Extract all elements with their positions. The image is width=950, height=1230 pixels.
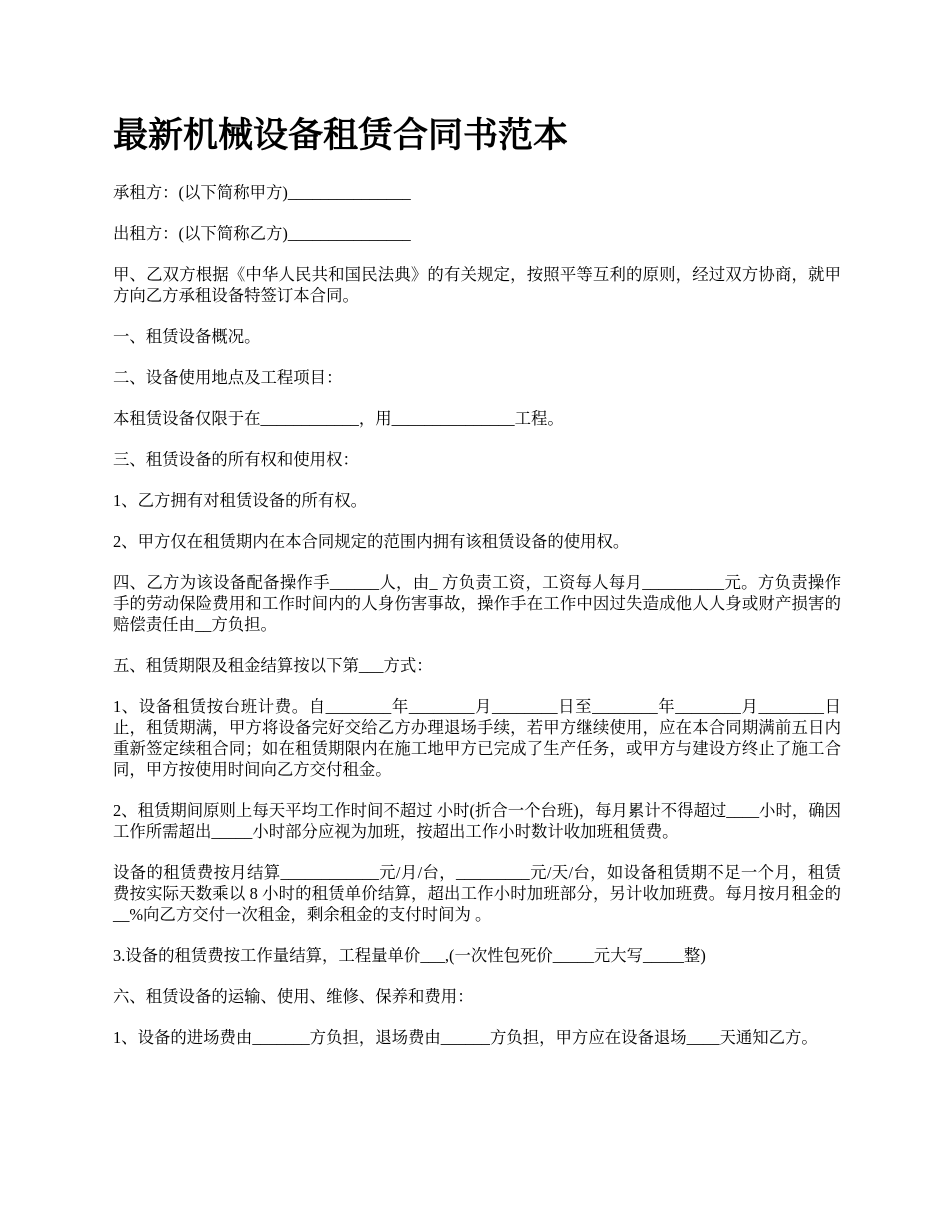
preamble-paragraph: 甲、乙双方根据《中华人民共和国民法典》的有关规定，按照平等互利的原则，经过双方协商，就甲方向乙方承租设备特签订本合同。 xyxy=(113,265,841,305)
party-b-line: 出租方：(以下简称乙方)_______________ xyxy=(113,224,411,243)
party-a-line: 承租方：(以下简称甲方)_______________ xyxy=(113,183,411,202)
section-5-clause-1: 1、设备租赁按台班计费。自________年________月________日至________年________月________日止，租赁期满，甲方将设备完好交给乙方办理退场手续，若甲方继续使用，应在本合同期满前五日内重新签定续租合同；如在租赁期限内在施工地甲方已完成了生产任务，或甲方与建设方终止了施工合同，甲方按使用时间向乙方交付租金。 xyxy=(113,697,841,779)
monthly-rent-clause: 设备的租赁费按月结算____________元/月/台，_________元/天/台，如设备租赁期不足一个月，租赁费按实际天数乘以 8 小时的租赁单价结算，超出工作小时加班部分，另计收加班费。每月按月租金的__%向乙方交付一次租金，剩余租金的支付时间为 。 xyxy=(113,863,841,924)
section-6-heading: 六、租赁设备的运输、使用、维修、保养和费用： xyxy=(113,987,474,1006)
document-title: 最新机械设备租赁合同书范本 xyxy=(113,115,569,156)
section-3-clause-2: 2、甲方仅在租赁期内在本合同规定的范围内拥有该租赁设备的使用权。 xyxy=(113,532,630,551)
document-page xyxy=(113,112,841,1068)
section-3-clause-1: 1、乙方拥有对租赁设备的所有权。 xyxy=(113,491,368,510)
section-2-location-clause: 本租赁设备仅限于在____________，用_______________工程。 xyxy=(113,409,564,428)
section-2-heading: 二、设备使用地点及工程项目： xyxy=(113,368,343,387)
section-5-heading: 五、租赁期限及租金结算按以下第___方式： xyxy=(113,656,433,675)
workload-rent-clause: 3.设备的租赁费按工作量结算，工程量单价___,(一次性包死价_____元大写_____整) xyxy=(113,946,706,965)
section-4-operator-clause: 四、乙方为该设备配备操作手______人，由_ 方负责工资，工资每人每月__________元。方负责操作手的劳动保险费用和工作时间内的人身伤害事故，操作手在工作中因过失造成他人人身或财产损害的赔偿责任由__方负担。 xyxy=(113,573,841,634)
section-6-clause-1: 1、设备的进场费由_______方负担，退场费由______方负担，甲方应在设备退场____天通知乙方。 xyxy=(113,1028,818,1047)
section-3-heading: 三、租赁设备的所有权和使用权： xyxy=(113,450,359,469)
section-1-heading: 一、租赁设备概况。 xyxy=(113,327,261,346)
section-5-clause-2: 2、租赁期间原则上每天平均工作时间不超过 小时(折合一个台班)，每月累计不得超过____小时，确因工作所需超出_____小时部分应视为加班，按超出工作小时数计收加班租赁费。 xyxy=(113,801,842,841)
